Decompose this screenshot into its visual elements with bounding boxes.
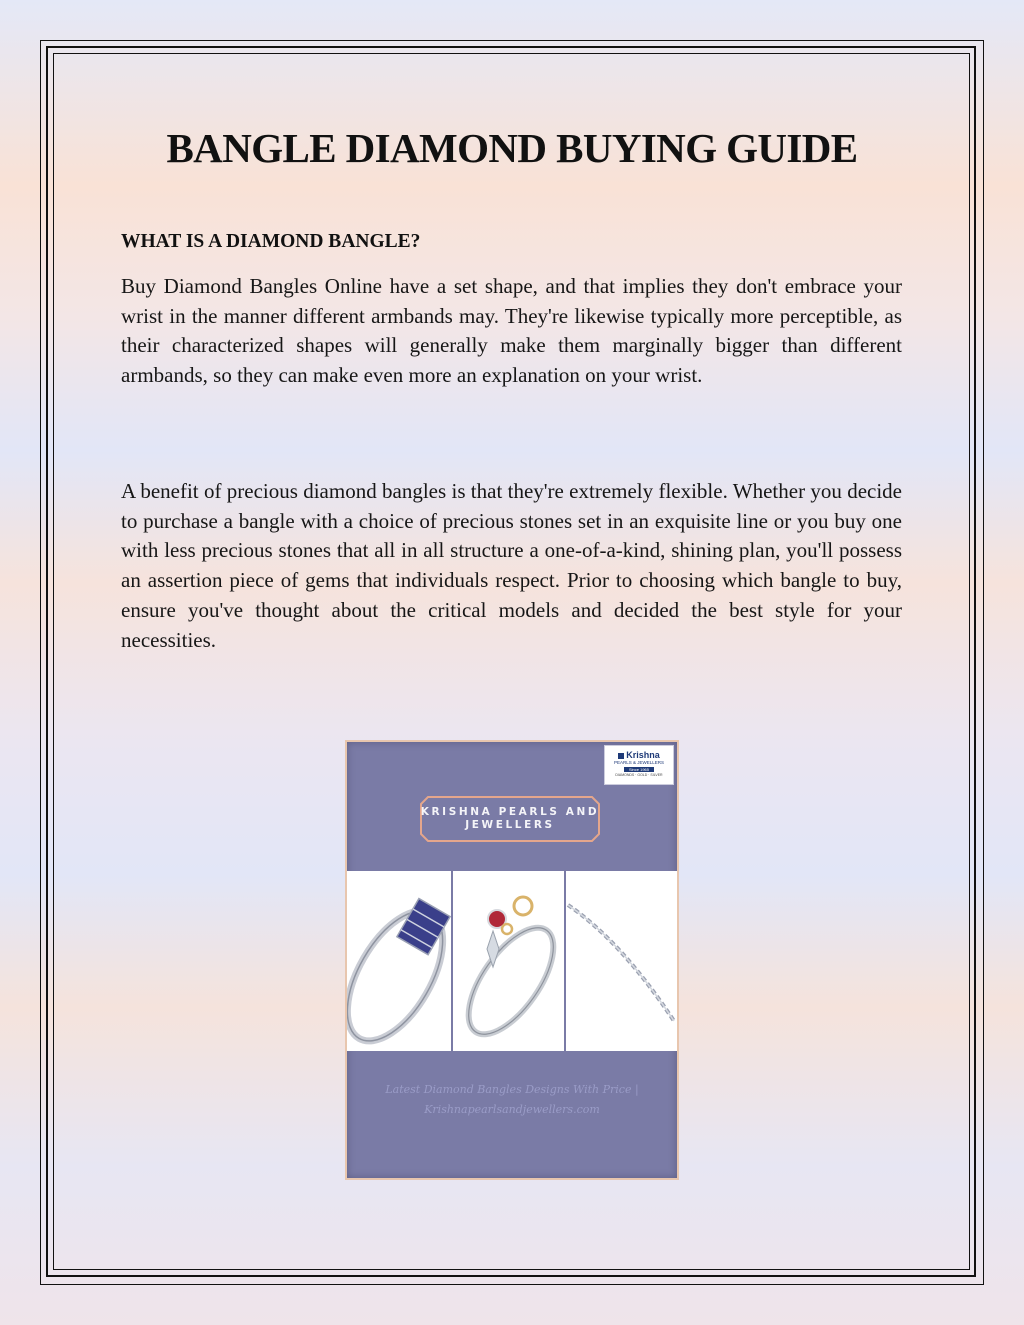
caption-line-2: Krishnapearlsandjewellers.com [424, 1103, 600, 1116]
brand-logo [604, 745, 674, 785]
section-heading: WHAT IS A DIAMOND BANGLE? [121, 231, 421, 252]
bangle-photo-strip [347, 871, 677, 1051]
bangle-photo-sapphire [347, 871, 451, 1051]
brand-badge [420, 796, 600, 842]
paragraph-benefits: A benefit of precious diamond bangles is that they're extremely flexible. Whether you decide to purchase a bangle with a choice of precious stones set in an exquisite line or you buy one with less precious stones that all in all structure a one-of-a-kind, shining plan, you'll possess an assertion piece of gems that individuals respect. Prior to choosing which bangle to buy, ensure you've thought about the critical models and decided the best style for your necessities. [121, 479, 902, 652]
badge-line-1: KRISHNA PEARLS AND [420, 806, 600, 818]
logo-since: Since 1965 [624, 767, 654, 772]
image-caption [347, 1080, 677, 1120]
paragraph-intro: Buy Diamond Bangles Online have a set shape, and that implies they don't embrace your wrist in the manner different armbands may. They're likewise typically more perceptible, as their characterized shapes will generally make them marginally bigger than different armbands, so they can make even more an explanation on your wrist. [121, 274, 902, 388]
badge-line-2: JEWELLERS [465, 819, 555, 831]
bangle-photo-tennis [566, 871, 677, 1051]
bangle-photo-ruby [453, 871, 564, 1051]
logo-tagline: DIAMONDS · GOLD · SILVER [615, 773, 663, 777]
promo-image [345, 740, 679, 1180]
logo-subtitle: PEARLS & JEWELLERS [613, 760, 665, 765]
logo-mark-icon [618, 753, 624, 759]
page-title: BANGLE DIAMOND BUYING GUIDE [166, 125, 858, 171]
caption-line-1: Latest Diamond Bangles Designs With Price | [385, 1083, 639, 1096]
logo-brand-name: Krishna [626, 750, 660, 760]
